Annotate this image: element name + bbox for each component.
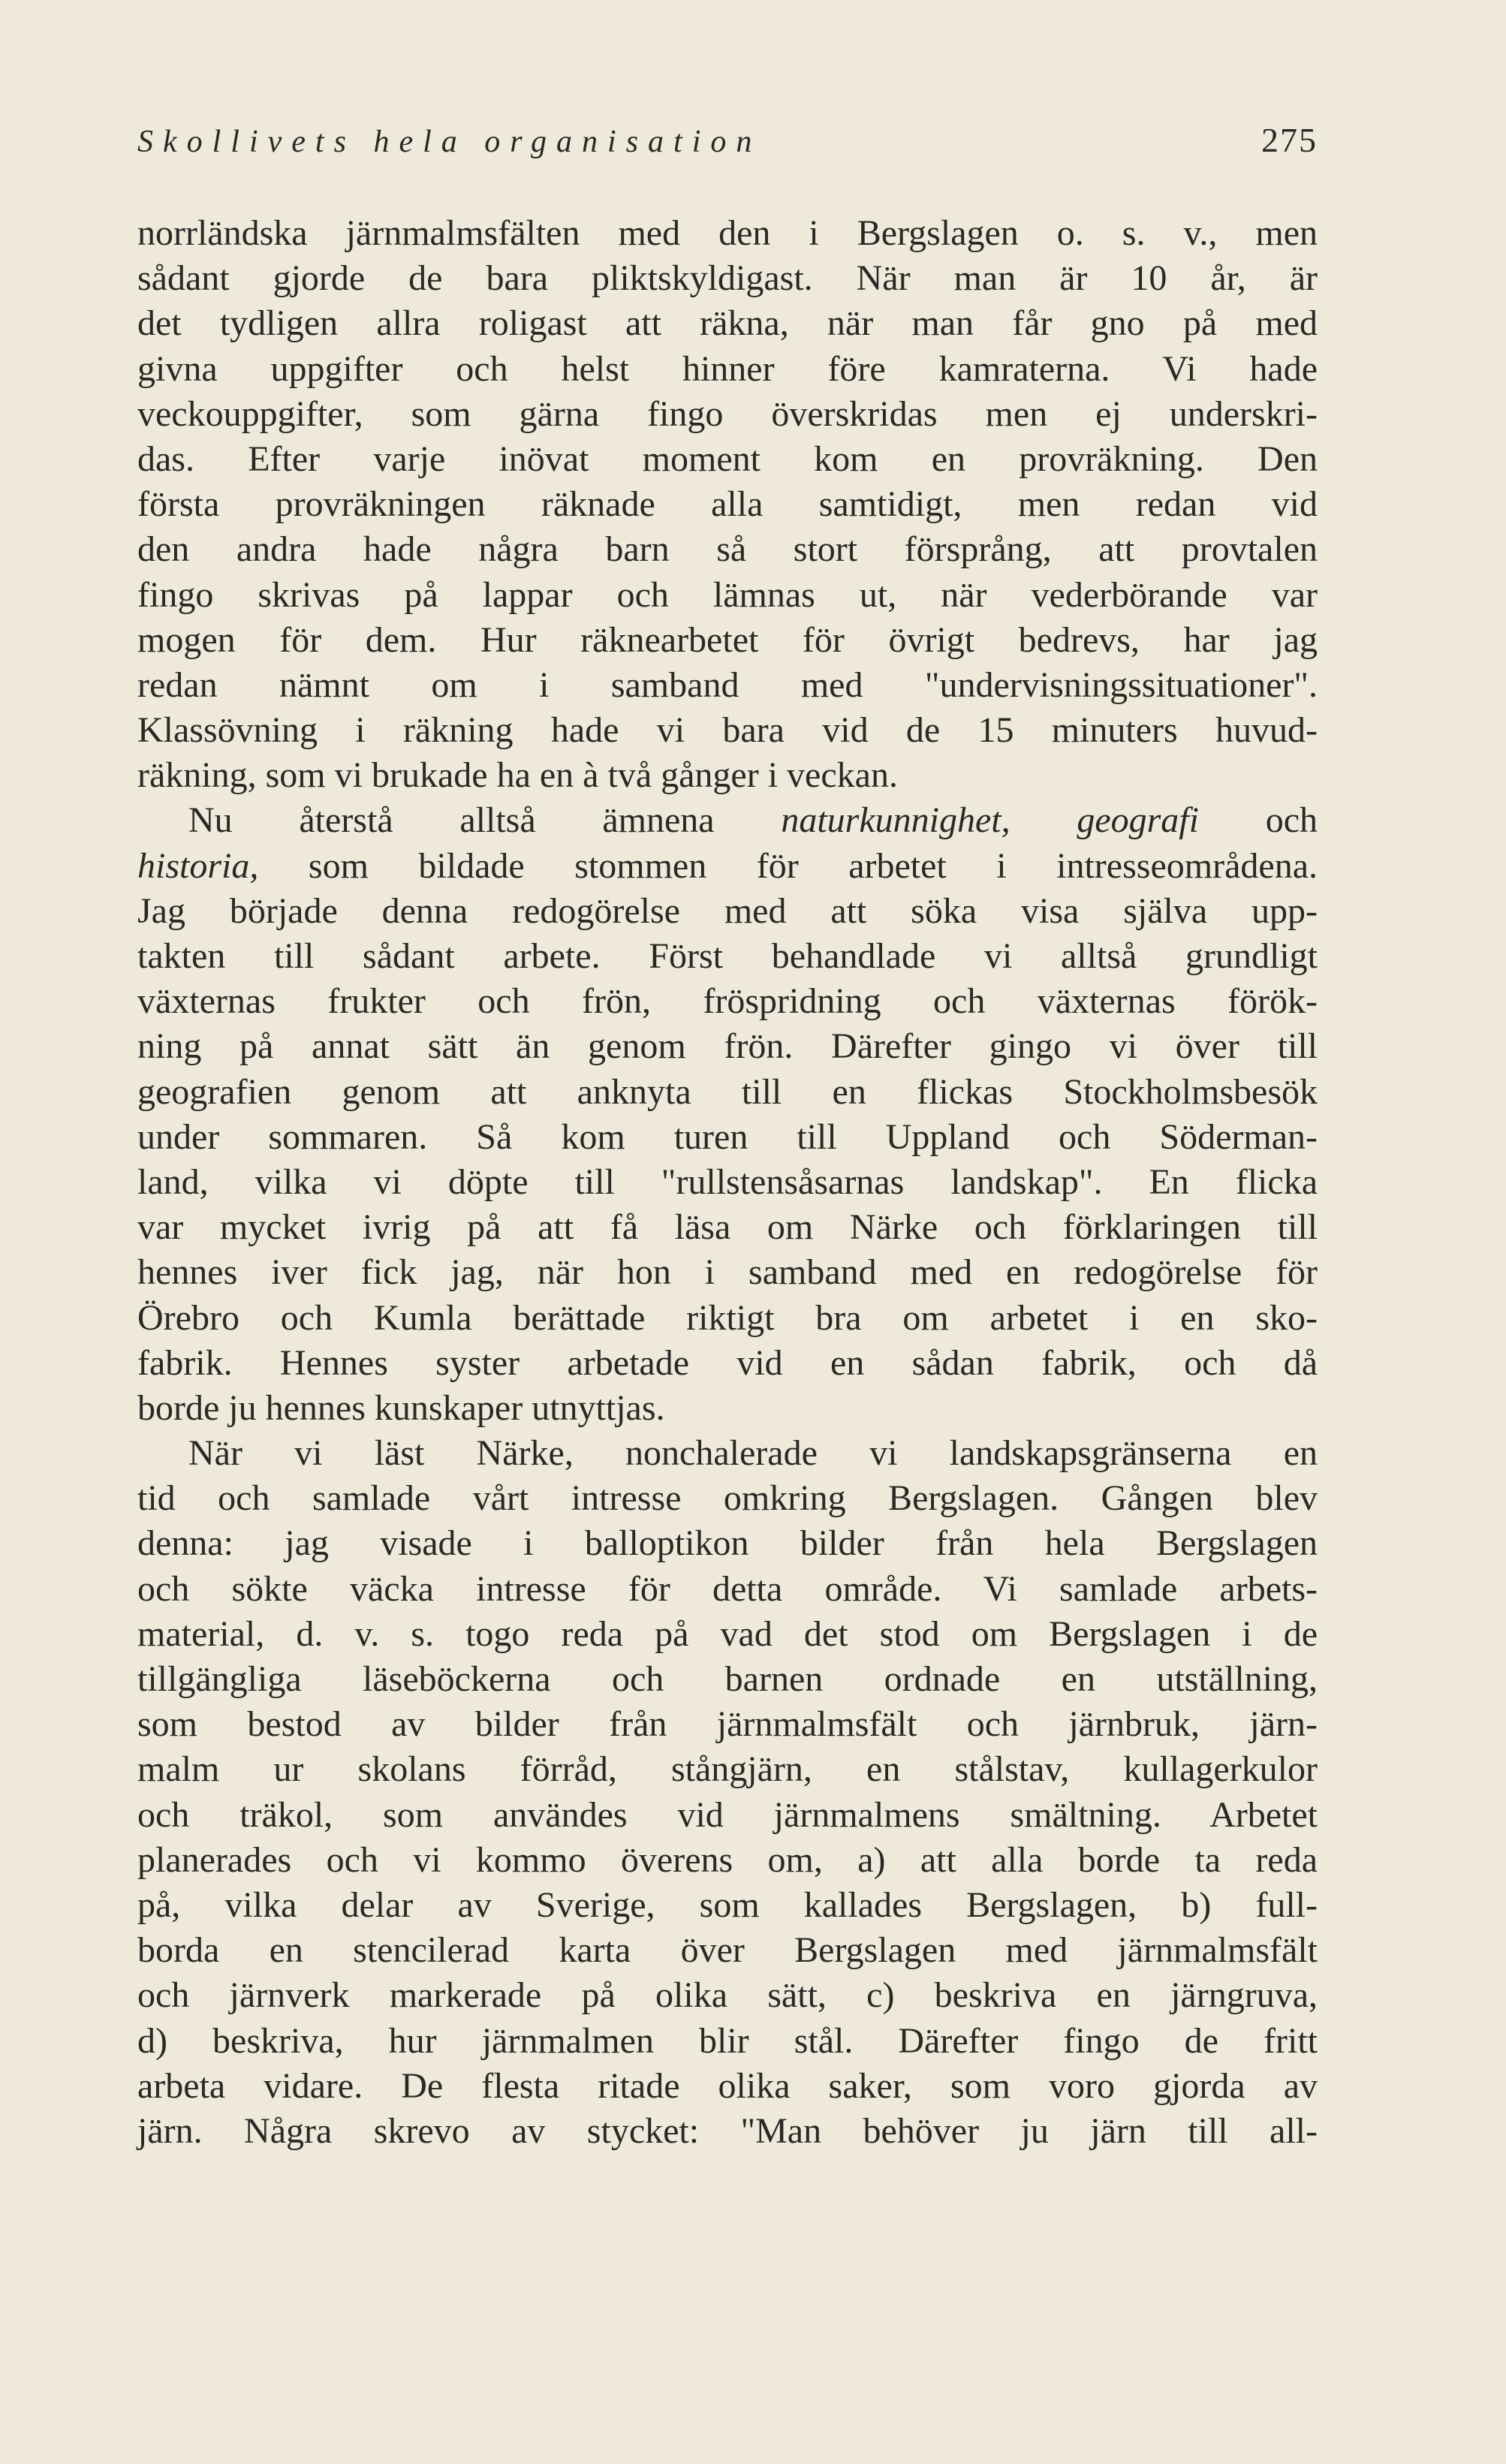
text-line: den andra hade några barn så stort försprång, att provtalen [137, 529, 1318, 570]
text-line: första provräkningen räknade alla samtidigt, men redan vid [137, 484, 1318, 525]
text-line [137, 844, 1318, 889]
text-line: redan nämnt om i samband med "undervisningssituationer". [137, 664, 1318, 705]
text-line: mogen för dem. Hur räknearbetet för övrigt bedrevs, har jag [137, 619, 1318, 660]
text-line: som bestod av bilder från järnmalmsfält och järnbruk, järn- [137, 1704, 1318, 1745]
text-line: material, d. v. s. togo reda på vad det stod om Bergslagen i de [137, 1613, 1318, 1654]
text-line: veckouppgifter, som gärna fingo överskridas men ej underskri- [137, 393, 1318, 434]
line-text: som bildade stommen för arbetet i intresseområdena. [258, 845, 1318, 886]
text-line: var mycket ivrig på att få läsa om Närke och förklaringen till [137, 1207, 1318, 1248]
text-line: under sommaren. Så kom turen till Uppland och Söderman- [137, 1116, 1318, 1157]
text-line: das. Efter varje inövat moment kom en provräkning. Den [137, 438, 1318, 479]
text-line: och sökte väcka intresse för detta område. Vi samlade arbets- [137, 1568, 1318, 1609]
running-title: Skollivets hela organisation [137, 125, 762, 159]
text-line: arbeta vidare. De flesta ritade olika saker, som voro gjorda av [137, 2065, 1318, 2106]
text-line: på, vilka delar av Sverige, som kallades Bergslagen, b) full- [137, 1884, 1318, 1925]
text-line: hennes iver fick jag, när hon i samband med en redogörelse för [137, 1252, 1318, 1293]
text-line: land, vilka vi döpte till "rullstensåsarnas landskap". En flicka [137, 1161, 1318, 1202]
text-line: Jag började denna redogörelse med att söka visa själva upp- [137, 890, 1318, 931]
text-line: och träkol, som användes vid järnmalmens smältning. Arbetet [137, 1794, 1318, 1835]
text-line: d) beskriva, hur järnmalmen blir stål. Därefter fingo de fritt [137, 2020, 1318, 2061]
text-line: fabrik. Hennes syster arbetade vid en sådan fabrik, och då [137, 1342, 1318, 1383]
text-line: järn. Några skrevo av stycket: "Man behöver ju järn till all- [137, 2110, 1318, 2151]
text-line: Klassövning i räkning hade vi bara vid de 15 minuters huvud- [137, 710, 1318, 751]
text-line: tillgängliga läseböckerna och barnen ordnade en utställning, [137, 1659, 1318, 1699]
italic-subjects: naturkunnighet, geografi [781, 800, 1199, 841]
text-line: och järnverk markerade på olika sätt, c) beskriva en järngruva, [137, 1975, 1318, 2016]
running-head [137, 120, 1318, 165]
italic-subject: historia, [137, 845, 259, 886]
text-line: sådant gjorde de bara pliktskyldigast. När man är 10 år, är [137, 258, 1318, 299]
text-line: fingo skrivas på lappar och lämnas ut, när vederbörande var [137, 574, 1318, 615]
text-line: räkning, som vi brukade ha en à två gånger i veckan. [137, 755, 898, 796]
text-line: tid och samlade vårt intresse omkring Bergslagen. Gången blev [137, 1478, 1318, 1519]
text-line: Örebro och Kumla berättade riktigt bra om arbetet i en sko- [137, 1297, 1318, 1338]
text-line: det tydligen allra roligast att räkna, när man får gno på med [137, 303, 1318, 344]
text-line: borda en stencilerad karta över Bergslagen med järnmalmsfält [137, 1930, 1318, 1971]
text-line [137, 798, 1318, 843]
text-line: malm ur skolans förråd, stångjärn, en stålstav, kullagerkulor [137, 1749, 1318, 1790]
page-number: 275 [1261, 121, 1318, 159]
text-line: växternas frukter och frön, fröspridning och växternas förök- [137, 981, 1318, 1022]
text-line: takten till sådant arbete. Först behandlade vi alltså grundligt [137, 936, 1318, 976]
text-line: borde ju hennes kunskaper utnyttjas. [137, 1387, 665, 1428]
text-line: När vi läst Närke, nonchalerade vi landskapsgränserna en [188, 1433, 1318, 1474]
line-text: Nu återstå alltså ämnena [188, 800, 782, 841]
text-line: planerades och vi kommo överens om, a) att alla borde ta reda [137, 1839, 1318, 1880]
text-line: norrländska järnmalmsfälten med den i Bergslagen o. s. v., men [137, 213, 1318, 253]
body-text [137, 211, 1318, 2154]
line-text: och [1198, 800, 1318, 841]
text-line: ning på annat sätt än genom frön. Därefter gingo vi över till [137, 1026, 1318, 1067]
text-line: geografien genom att anknyta till en flickas Stockholmsbesök [137, 1071, 1318, 1112]
text-line: denna: jag visade i balloptikon bilder från hela Bergslagen [137, 1523, 1318, 1564]
text-line: givna uppgifter och helst hinner före kamraterna. Vi hade [137, 348, 1318, 389]
